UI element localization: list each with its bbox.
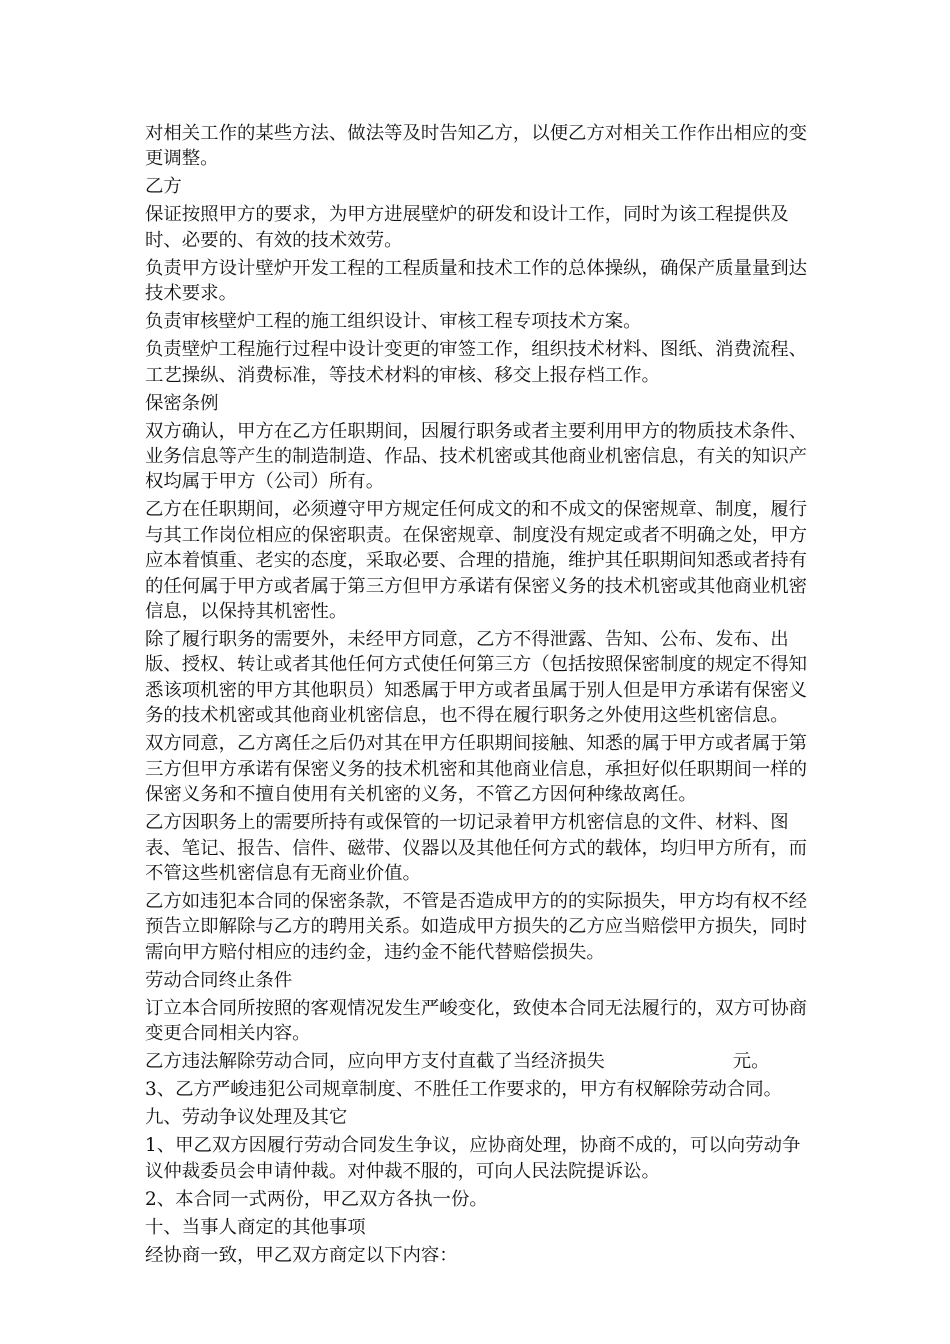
paragraph: 3、乙方严峻违犯公司规章制度、不胜任工作要求的，甲方有权解除劳动合同。	[145, 1079, 782, 1101]
paragraph: 除了履行职务的需要外，未经甲方同意，乙方不得泄露、告知、公布、发布、出版、授权、转让或者其他任何方式使任何第三方（包括按照保密制度的规定不得知悉该项机密的甲方其他职员）知悉属于甲方或者虽属于别人但是甲方承诺有保密义务的技术机密或其他商业机密信息，也不得在履行职务之外使用这些机密信息。	[145, 629, 808, 727]
paragraph: 乙方在任职期间，必须遵守甲方规定任何成文的和不成文的保密规章、制度，履行与其工作岗位相应的保密职责。在保密规章、制度没有规定或者不明确之处，甲方应本着慎重、老实的态度，采取必要、合理的措施，维护其任职期间知悉或者持有的任何属于甲方或者属于第三方但甲方承诺有保密义务的技术机密或其他商业机密信息，以保持其机密性。	[145, 499, 808, 623]
paragraph: 负责审核壁炉工程的施工组织设计、审核工程专项技术方案。	[145, 311, 642, 333]
paragraph: 对相关工作的某些方法、做法等及时告知乙方，以便乙方对相关工作作出相应的变更调整。	[145, 123, 808, 170]
paragraph: 负责壁炉工程施行过程中设计变更的审签工作，组织技术材料、图纸、消费流程、工艺操纵、消费标准，等技术材料的审核、移交上报存档工作。	[145, 339, 808, 386]
paragraph: 保证按照甲方的要求，为甲方进展壁炉的研发和设计工作，同时为该工程提供及时、必要的、有效的技术效劳。	[145, 204, 789, 251]
document-body	[145, 121, 810, 1271]
compensation-text: 乙方违法解除劳动合同，应向甲方支付直截了当经济损失	[145, 1051, 605, 1073]
paragraph: 双方确认，甲方在乙方任职期间，因履行职务或者主要利用甲方的物质技术条件、业务信息等产生的制造制造、作品、技术机密或其他商业机密信息，有关的知识产权均属于甲方（公司）所有。	[145, 420, 808, 493]
party-b-heading: 乙方	[145, 176, 182, 198]
paragraph: 1、甲乙双方因履行劳动合同发生争议，应协商处理，协商不成的，可以向劳动争议仲裁委员会申请仲裁。对仲裁不服的，可向人民法院提诉讼。	[145, 1135, 801, 1182]
paragraph: 经协商一致，甲乙双方商定以下内容：	[145, 1244, 458, 1266]
paragraph: 2、本合同一式两份，甲乙双方各执一份。	[145, 1188, 488, 1210]
paragraph: 乙方因职务上的需要所持有或保管的一切记录着甲方机密信息的文件、材料、图表、笔记、报告、信件、磁带、仪器以及其他任何方式的载体，均归甲方所有，而不管这些机密信息有无商业价值。	[145, 812, 808, 884]
confidentiality-heading: 保密条例	[145, 392, 219, 414]
paragraph: 双方同意，乙方离任之后仍对其在甲方任职期间接触、知悉的属于甲方或者属于第三方但甲方承诺有保密义务的技术机密和其他商业信息，承担好似任职期间一样的保密义务和不擅自使用有关机密的义务，不管乙方因何种缘故离任。	[145, 733, 808, 806]
paragraph: 负责甲方设计壁炉开发工程的工程质量和技术工作的总体操纵，确保产质量量到达技术要求。	[145, 257, 808, 305]
currency-unit: 元。	[732, 1051, 770, 1073]
paragraph: 订立本合同所按照的客观情况发生严峻变化，致使本合同无法履行的，双方可协商变更合同相关内容。	[145, 997, 808, 1045]
compensation-line	[145, 1049, 810, 1074]
paragraph: 乙方如违犯本合同的保密条款，不管是否造成甲方的的实际损失，甲方均有权不经预告立即解除与乙方的聘用关系。如造成甲方损失的乙方应当赔偿甲方损失，同时需向甲方赔付相应的违约金，违约金不能代替赔偿损失。	[145, 890, 808, 963]
termination-heading: 劳动合同终止条件	[145, 969, 293, 991]
section-heading: 九、劳动争议处理及其它	[145, 1107, 348, 1129]
section-heading: 十、当事人商定的其他事项	[145, 1216, 366, 1238]
